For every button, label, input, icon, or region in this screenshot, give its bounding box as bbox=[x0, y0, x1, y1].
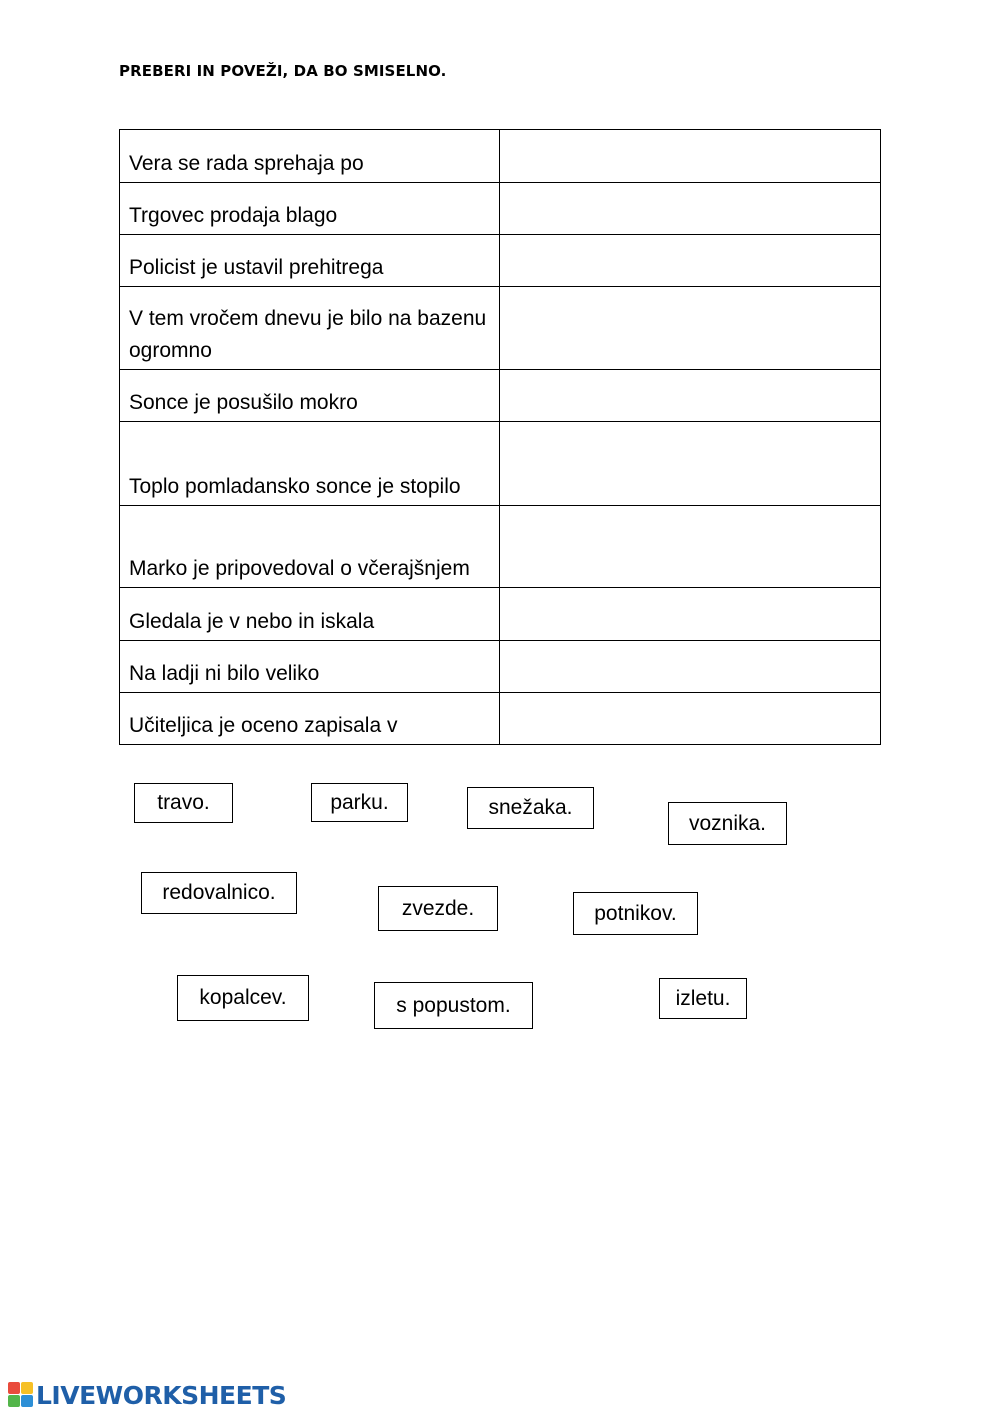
answer-drop-zone[interactable] bbox=[500, 287, 881, 370]
footer-brand bbox=[8, 1380, 286, 1410]
answer-drop-zone[interactable] bbox=[500, 130, 881, 183]
table-row bbox=[120, 287, 881, 370]
answer-drop-zone[interactable] bbox=[500, 693, 881, 745]
answer-drop-zone[interactable] bbox=[500, 641, 881, 693]
answer-drop-zone[interactable] bbox=[500, 506, 881, 588]
word-card-voznika[interactable]: voznika. bbox=[668, 802, 787, 845]
table-row bbox=[120, 235, 881, 287]
sentence-cell: Policist je ustavil prehitrega bbox=[120, 235, 500, 287]
table-row bbox=[120, 370, 881, 422]
word-card-redovalnico[interactable]: redovalnico. bbox=[141, 872, 297, 914]
sentence-cell: V tem vročem dnevu je bilo na bazenu ogromno bbox=[120, 287, 500, 370]
word-card-izletu[interactable]: izletu. bbox=[659, 978, 747, 1019]
word-card-kopalcev[interactable]: kopalcev. bbox=[177, 975, 309, 1021]
sentence-cell: Vera se rada sprehaja po bbox=[120, 130, 500, 183]
answer-drop-zone[interactable] bbox=[500, 422, 881, 506]
table-row bbox=[120, 693, 881, 745]
sentence-cell: Učiteljica je oceno zapisala v bbox=[120, 693, 500, 745]
word-card-zvezde[interactable]: zvezde. bbox=[378, 886, 498, 931]
answer-drop-zone[interactable] bbox=[500, 235, 881, 287]
word-card-travo[interactable]: travo. bbox=[134, 783, 233, 823]
answer-drop-zone[interactable] bbox=[500, 370, 881, 422]
answer-drop-zone[interactable] bbox=[500, 183, 881, 235]
answer-drop-zone[interactable] bbox=[500, 588, 881, 641]
table-row bbox=[120, 422, 881, 506]
matching-table bbox=[119, 129, 881, 745]
word-card-parku[interactable]: parku. bbox=[311, 783, 408, 822]
sentence-cell: Toplo pomladansko sonce je stopilo bbox=[120, 422, 500, 506]
sentence-cell: Marko je pripovedoval o včerajšnjem bbox=[120, 506, 500, 588]
word-card-s-popustom[interactable]: s popustom. bbox=[374, 982, 533, 1029]
liveworksheets-cubes-icon bbox=[8, 1382, 34, 1408]
sentence-cell: Trgovec prodaja blago bbox=[120, 183, 500, 235]
sentence-cell: Na ladji ni bilo veliko bbox=[120, 641, 500, 693]
table-row bbox=[120, 506, 881, 588]
word-card-snezaka[interactable]: snežaka. bbox=[467, 787, 594, 829]
worksheet-title: PREBERI IN POVEŽI, DA BO SMISELNO. bbox=[119, 62, 447, 80]
table-row bbox=[120, 130, 881, 183]
brand-name: LIVEWORKSHEETS bbox=[36, 1380, 287, 1410]
table-row bbox=[120, 641, 881, 693]
sentence-cell: Gledala je v nebo in iskala bbox=[120, 588, 500, 641]
table-row bbox=[120, 588, 881, 641]
sentence-cell: Sonce je posušilo mokro bbox=[120, 370, 500, 422]
table-row bbox=[120, 183, 881, 235]
word-card-potnikov[interactable]: potnikov. bbox=[573, 892, 698, 935]
